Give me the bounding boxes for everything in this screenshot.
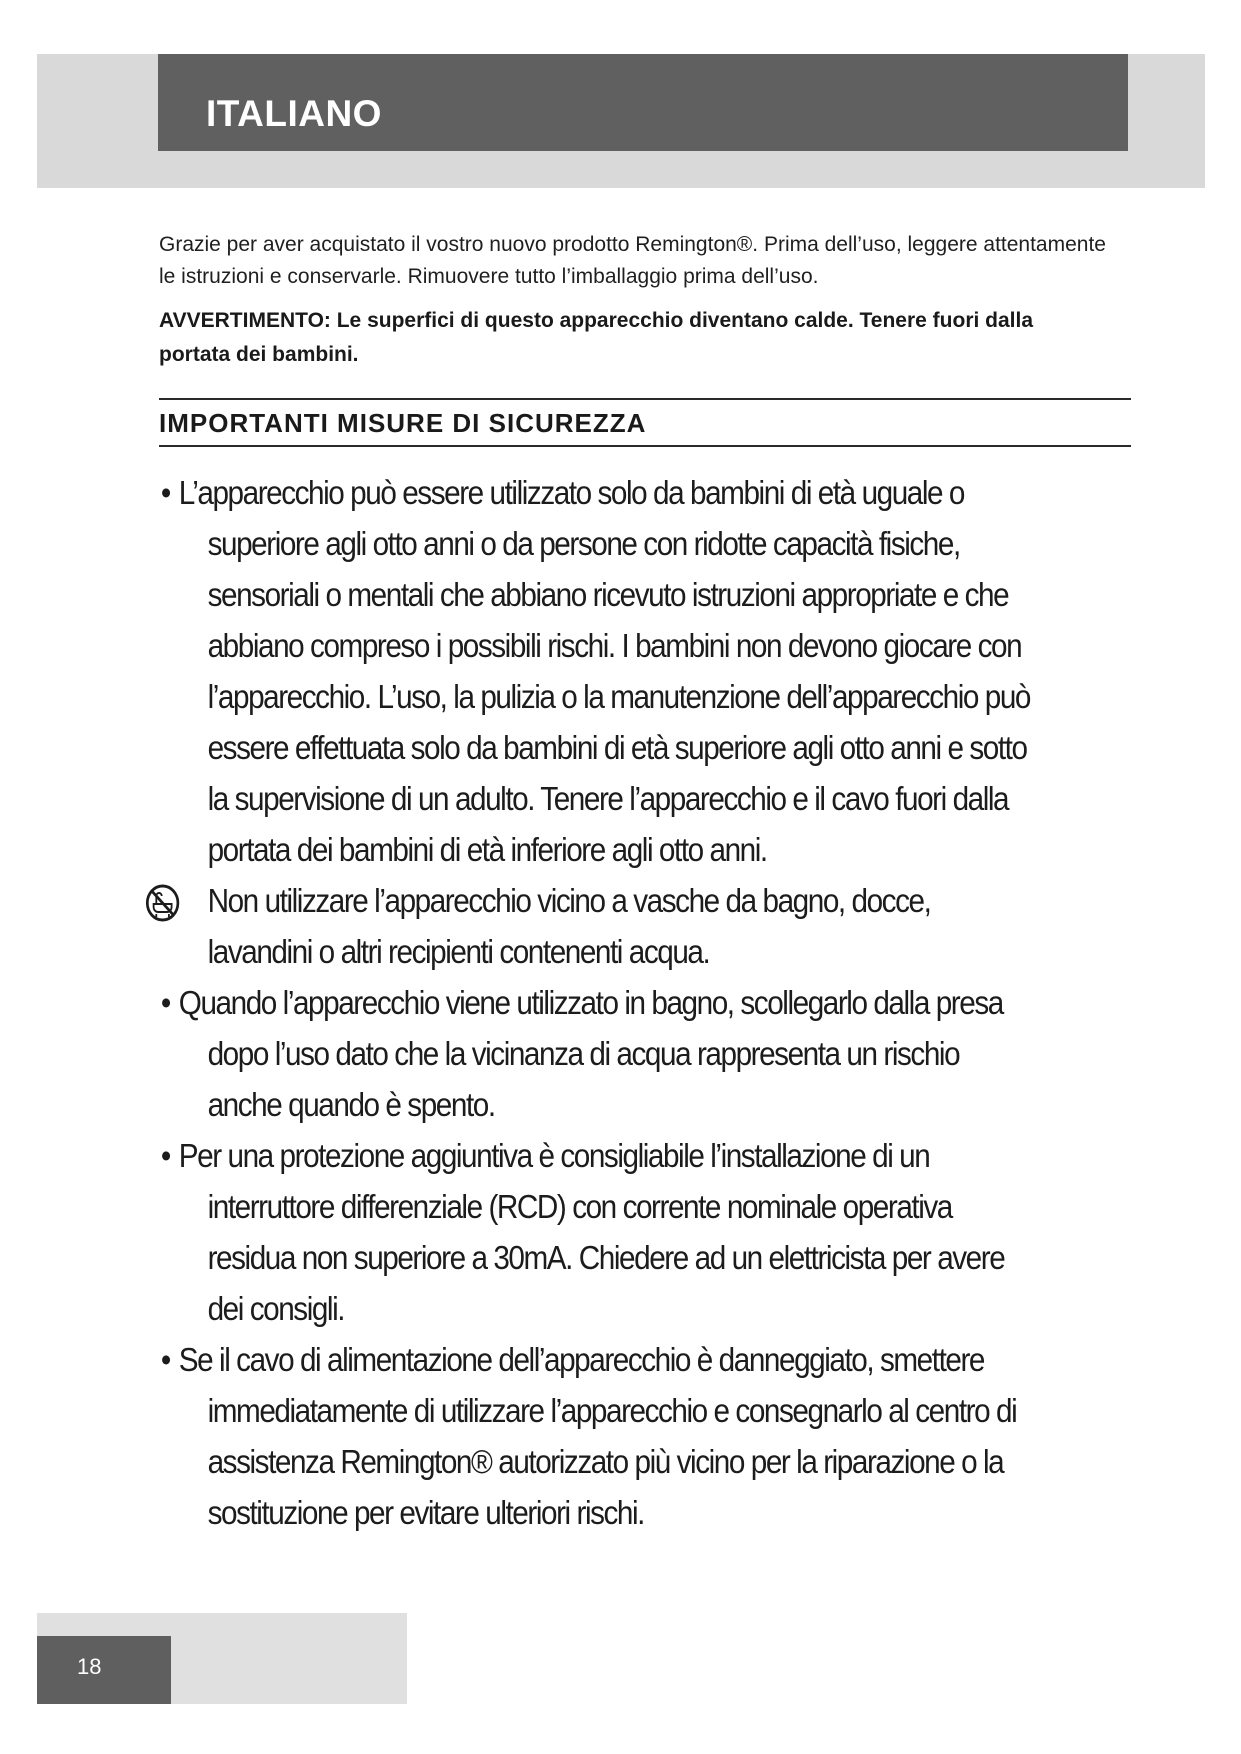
page-number: 18 — [77, 1654, 102, 1679]
language-title-bar — [158, 54, 1128, 151]
list-item — [150, 1130, 1037, 1334]
item-continuation: immediatamente di utilizzare l’apparecchio e consegnarlo al centro di assistenza Remington® autorizzato più vicino per la riparazione o la sostituzione per evitare ulteriori rischi. — [207, 1392, 1017, 1531]
item-continuation: agli otto anni o da persone con ridotte capacità fisiche, sensoriali o mentali che abbiano ricevuto istruzioni appropriate e che abbiano compreso i possibili rischi. I bambini non devono giocare con l’apparecchio. L’uso, la pulizia o la manutenzione dell’apparecchio può essere effettuata solo da bambini di età superiore agli otto anni e sotto la supervisione di un adulto. Tenere l’apparecchio e il cavo fuori dalla portata dei bambini di età inferiore agli otto anni. — [207, 525, 1030, 868]
item-continuation: differenziale (RCD) con corrente nominale operativa residua non superiore a 30mA. Chiedere ad un elettricista per avere dei consigli. — [207, 1188, 1005, 1327]
bullet-marker: • — [160, 1137, 170, 1174]
item-first-line: L’apparecchio può essere utilizzato solo da bambini di età uguale o superiore — [178, 474, 965, 562]
page-title: ITALIANO — [206, 93, 382, 134]
item-text: Non utilizzare l’apparecchio vicino a vasche da bagno, docce, lavandini o altri recipienti contenenti acqua. — [207, 882, 931, 970]
intro-paragraph: Grazie per aver acquistato il vostro nuovo prodotto Remington®. Prima dell’uso, leggere attentamente le istruzioni e conservarle. Rimuovere tutto l’imballaggio prima dell’uso. — [159, 233, 1106, 288]
list-item — [150, 467, 1037, 875]
bullet-marker: • — [160, 984, 170, 1021]
list-item — [150, 1334, 1037, 1538]
item-first-line: Quando l’apparecchio viene utilizzato in bagno, scollegarlo dalla presa dopo — [178, 984, 1003, 1072]
no-bathtub-icon — [145, 883, 181, 923]
bullet-marker: • — [160, 474, 170, 511]
item-first-line: Per una protezione aggiuntiva è consigliabile l’installazione di un interruttore — [178, 1137, 930, 1225]
heading-rule-bottom — [159, 445, 1131, 447]
heading-rule-top — [159, 398, 1131, 400]
warning-paragraph: AVVERTIMENTO: Le superfici di questo apparecchio diventano calde. Tenere fuori dalla portata dei bambini. — [159, 309, 1034, 366]
section-heading: IMPORTANTI MISURE DI SICUREZZA — [159, 408, 647, 438]
page-number-box — [37, 1636, 171, 1704]
list-item — [150, 875, 1037, 977]
safety-list — [150, 467, 1037, 1538]
item-first-line: Se il cavo di alimentazione dell’apparecchio è danneggiato, smettere — [178, 1341, 984, 1378]
list-item — [150, 977, 1037, 1130]
bullet-marker: • — [160, 1341, 170, 1378]
item-continuation: l’uso dato che la vicinanza di acqua rappresenta un rischio anche quando è spento. — [207, 1035, 960, 1123]
